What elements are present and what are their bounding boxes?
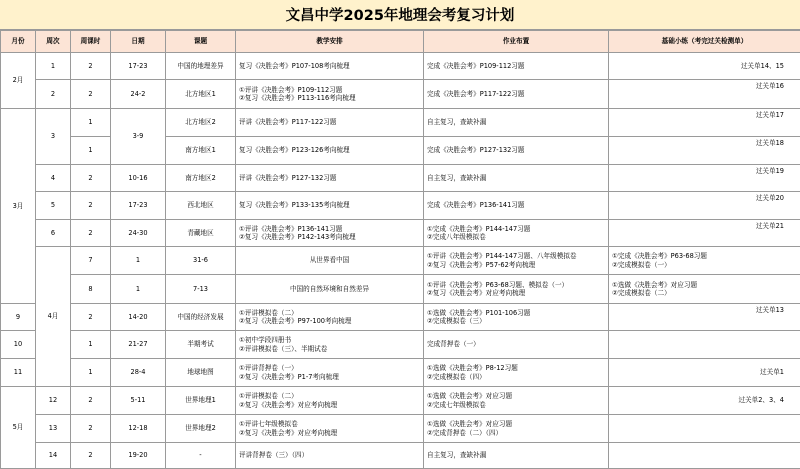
teaching-line: ②复习《决胜会考》对应考向梳理 <box>239 400 338 409</box>
date-cell: 21-27 <box>111 331 166 359</box>
header-hours: 周课时 <box>71 31 111 53</box>
homework-cell <box>424 304 609 331</box>
homework-line: 完成《决胜会考》P136-141习题 <box>427 201 525 210</box>
hours-cell: 2 <box>71 415 111 443</box>
hours-cell: 2 <box>71 80 111 109</box>
teaching-cell <box>236 331 424 359</box>
homework-cell <box>424 331 609 359</box>
teaching-line: ②复习《决胜会考》P97-100考向梳理 <box>239 317 352 325</box>
homework-line: ②完成八年级模拟卷 <box>427 233 486 241</box>
drill-cell: 过关单17 <box>609 109 800 137</box>
topic-cell: - <box>166 443 236 469</box>
hours-cell: 1 <box>71 109 111 137</box>
teaching-line: ②复习《决胜会考》P113-116考向梳理 <box>239 94 356 102</box>
homework-line: ②完成模拟卷（三） <box>427 317 486 325</box>
homework-line: ①选做《决胜会考》P101-106习题 <box>427 308 531 317</box>
hours-cell: 2 <box>71 165 111 192</box>
date-cell: 7-13 <box>166 275 236 304</box>
teaching-line: ②复习《决胜会考》对应考向梳理 <box>239 428 338 437</box>
table-row <box>1 53 800 80</box>
drill-cell: 过关单14、15 <box>609 53 800 80</box>
teaching-cell <box>236 304 424 331</box>
week-cell: 12 <box>36 387 71 415</box>
date-cell: 24-2 <box>111 80 166 109</box>
topic-cell: 中国的经济发展 <box>166 304 236 331</box>
homework-cell <box>424 415 609 443</box>
header-week: 周次 <box>36 31 71 53</box>
homework-line: ①选做《决胜会考》对应习题 <box>612 280 698 289</box>
teaching-line: ②复习《决胜会考》对应考向梳理 <box>427 289 526 297</box>
teaching-line: ①初中学段四册书 <box>239 336 292 345</box>
teaching-cell <box>236 80 424 109</box>
drill-cell <box>609 443 800 469</box>
homework-line: ①完成《决胜会考》P63-68习题 <box>612 252 707 261</box>
header-homework: 作业布置 <box>424 31 609 53</box>
homework-line: 完成《决胜会考》P117-122习题 <box>427 89 525 98</box>
homework-line: ②完成模拟卷（二） <box>612 289 671 297</box>
hours-cell: 1 <box>71 137 111 165</box>
date-cell: 17-23 <box>111 53 166 80</box>
topic-cell: 世界地理2 <box>166 415 236 443</box>
date-cell: 3-9 <box>111 109 166 165</box>
date-cell: 5-11 <box>111 387 166 415</box>
drill-cell <box>609 415 800 443</box>
teaching-line: ①评讲《决胜会考》P144-147习题、八年级模拟卷 <box>427 252 577 261</box>
homework-line: ②完成背押卷（二）（四） <box>427 428 503 437</box>
teaching-cell <box>236 53 424 80</box>
table-row <box>1 415 800 443</box>
month-cell: 3月 <box>1 109 36 304</box>
page-title: 文昌中学2025年地理会考复习计划 <box>0 0 800 30</box>
homework-cell <box>424 387 609 415</box>
teaching-line: ②复习《决胜会考》P57-62考向梳理 <box>427 260 536 269</box>
teaching-line: ①评讲七年级模拟卷 <box>239 420 298 429</box>
week-cell: 9 <box>1 304 36 331</box>
drill-cell: 过关单16 <box>609 80 800 109</box>
header-row <box>1 31 800 53</box>
date-cell: 14-20 <box>111 304 166 331</box>
drill-cell: 过关单18 <box>609 137 800 165</box>
hours-cell: 2 <box>71 53 111 80</box>
drill-cell <box>609 331 800 359</box>
teaching-line: ①评讲《决胜会考》P136-141习题 <box>239 224 343 233</box>
table-row <box>1 80 800 109</box>
hours-cell: 2 <box>71 304 111 331</box>
teaching-cell <box>236 443 424 469</box>
table-row <box>1 275 800 304</box>
header-topic: 课题 <box>166 31 236 53</box>
week-cell: 10 <box>1 331 36 359</box>
week-cell: 8 <box>71 275 111 304</box>
hours-cell: 1 <box>71 359 111 387</box>
hours-cell: 2 <box>71 387 111 415</box>
week-cell: 11 <box>1 359 36 387</box>
topic-cell: 中国的自然环境和自然差异 <box>236 275 424 304</box>
topic-cell: 世界地理1 <box>166 387 236 415</box>
teaching-line: ①评讲模拟卷（二） <box>239 392 298 401</box>
homework-cell <box>424 53 609 80</box>
homework-cell <box>609 275 800 304</box>
teaching-cell <box>236 137 424 165</box>
topic-cell: 地球地图 <box>166 359 236 387</box>
topic-cell: 西北地区 <box>166 192 236 220</box>
homework-cell <box>424 80 609 109</box>
week-cell: 7 <box>71 247 111 275</box>
table-row <box>1 359 800 387</box>
drill-cell: 过关单1 <box>609 359 800 387</box>
homework-line: 完成《决胜会考》P127-132习题 <box>427 146 525 155</box>
drill-cell: 过关单19 <box>609 165 800 192</box>
teaching-line: 评讲《决胜会考》P117-122习题 <box>239 118 337 127</box>
table-row <box>1 165 800 192</box>
hours-cell: 1 <box>71 331 111 359</box>
homework-line: 自主复习，查缺补漏 <box>427 173 487 182</box>
homework-line: 自主复习，查缺补漏 <box>427 451 487 460</box>
drill-cell: 过关单13 <box>609 304 800 331</box>
teaching-line: ①评讲背押卷（一） <box>239 364 298 373</box>
topic-cell: 中国的地理差异 <box>166 53 236 80</box>
homework-line: 完成《决胜会考》P109-112习题 <box>427 61 525 70</box>
homework-cell <box>424 109 609 137</box>
date-cell: 17-23 <box>111 192 166 220</box>
teaching-line: 评讲背押卷（三）（四） <box>239 451 309 460</box>
teaching-line: 复习《决胜会考》P133-135考向梳理 <box>239 201 350 210</box>
header-month: 月份 <box>1 31 36 53</box>
week-cell: 4 <box>36 165 71 192</box>
teaching-line: ①评讲《决胜会考》P63-68习题、模拟卷（一） <box>427 280 569 289</box>
teaching-cell <box>236 220 424 247</box>
teaching-cell <box>236 165 424 192</box>
teaching-line: 复习《决胜会考》P123-126考向梳理 <box>239 146 350 155</box>
homework-cell <box>424 137 609 165</box>
homework-line: 完成背押卷（一） <box>427 340 480 349</box>
homework-line: ②完成模拟卷（四） <box>427 372 486 381</box>
topic-cell: 南方地区2 <box>166 165 236 192</box>
topic-cell: 从世界看中国 <box>236 247 424 275</box>
homework-cell <box>609 247 800 275</box>
date-cell: 10-16 <box>111 165 166 192</box>
date-cell: 19-20 <box>111 443 166 469</box>
table-row <box>1 109 800 137</box>
date-cell: 28-4 <box>111 359 166 387</box>
homework-line: 自主复习，查缺补漏 <box>427 118 487 127</box>
teaching-line: 评讲《决胜会考》P127-132习题 <box>239 173 337 182</box>
hours-cell: 2 <box>71 192 111 220</box>
homework-line: ②完成七年级模拟卷 <box>427 400 486 409</box>
month-cell: 2月 <box>1 53 36 109</box>
homework-cell <box>424 443 609 469</box>
teaching-cell <box>424 275 609 304</box>
teaching-cell <box>236 192 424 220</box>
review-plan-table <box>0 30 800 469</box>
topic-cell: 北方地区1 <box>166 80 236 109</box>
homework-line: ①选做《决胜会考》对应习题 <box>427 392 513 401</box>
week-cell: 6 <box>36 220 71 247</box>
teaching-cell <box>236 415 424 443</box>
date-cell: 12-18 <box>111 415 166 443</box>
teaching-line: ①评讲模拟卷（二） <box>239 308 298 317</box>
drill-cell: 过关单20 <box>609 192 800 220</box>
teaching-cell <box>236 387 424 415</box>
hours-cell: 2 <box>71 443 111 469</box>
homework-cell <box>424 165 609 192</box>
homework-cell <box>424 220 609 247</box>
topic-cell: 青藏地区 <box>166 220 236 247</box>
homework-line: ①选做《决胜会考》对应习题 <box>427 420 513 429</box>
homework-cell <box>424 192 609 220</box>
teaching-line: ①评讲《决胜会考》P109-112习题 <box>239 85 343 94</box>
date-cell: 31-6 <box>166 247 236 275</box>
table-row <box>1 331 800 359</box>
teaching-line: 复习《决胜会考》P107-108考向梳理 <box>239 61 350 70</box>
topic-cell: 北方地区2 <box>166 109 236 137</box>
header-date: 日期 <box>111 31 166 53</box>
teaching-cell <box>424 247 609 275</box>
hours-cell: 1 <box>111 275 166 304</box>
table-row <box>1 247 800 275</box>
week-cell: 3 <box>36 109 71 165</box>
table-row <box>1 443 800 469</box>
month-cell: 4月 <box>36 247 71 387</box>
month-cell: 5月 <box>1 387 36 469</box>
header-drill: 基础小练（考完过关检测单） <box>609 31 800 53</box>
table-row <box>1 192 800 220</box>
teaching-cell <box>236 109 424 137</box>
week-cell: 2 <box>36 80 71 109</box>
drill-cell: 过关单2、3、4 <box>609 387 800 415</box>
header-teaching: 教学安排 <box>236 31 424 53</box>
table-row <box>1 220 800 247</box>
homework-line: ①完成《决胜会考》P144-147习题 <box>427 224 531 233</box>
teaching-cell <box>236 359 424 387</box>
topic-cell: 半期考试 <box>166 331 236 359</box>
drill-cell: 过关单21 <box>609 220 800 247</box>
table-row <box>1 387 800 415</box>
date-cell: 24-30 <box>111 220 166 247</box>
week-cell: 13 <box>36 415 71 443</box>
week-cell: 1 <box>36 53 71 80</box>
topic-cell: 南方地区1 <box>166 137 236 165</box>
homework-line: ①选做《决胜会考》P8-12习题 <box>427 364 518 373</box>
homework-cell <box>424 359 609 387</box>
table-row <box>1 304 800 331</box>
teaching-line: ②复习《决胜会考》P1-7考向梳理 <box>239 372 339 381</box>
hours-cell: 2 <box>71 220 111 247</box>
week-cell: 5 <box>36 192 71 220</box>
homework-line: ②完成模拟卷（一） <box>612 260 671 269</box>
week-cell: 14 <box>36 443 71 469</box>
hours-cell: 1 <box>111 247 166 275</box>
teaching-line: ②复习《决胜会考》P142-143考向梳理 <box>239 233 356 241</box>
teaching-line: ②评讲模拟卷（三）、半期试卷 <box>239 344 328 353</box>
